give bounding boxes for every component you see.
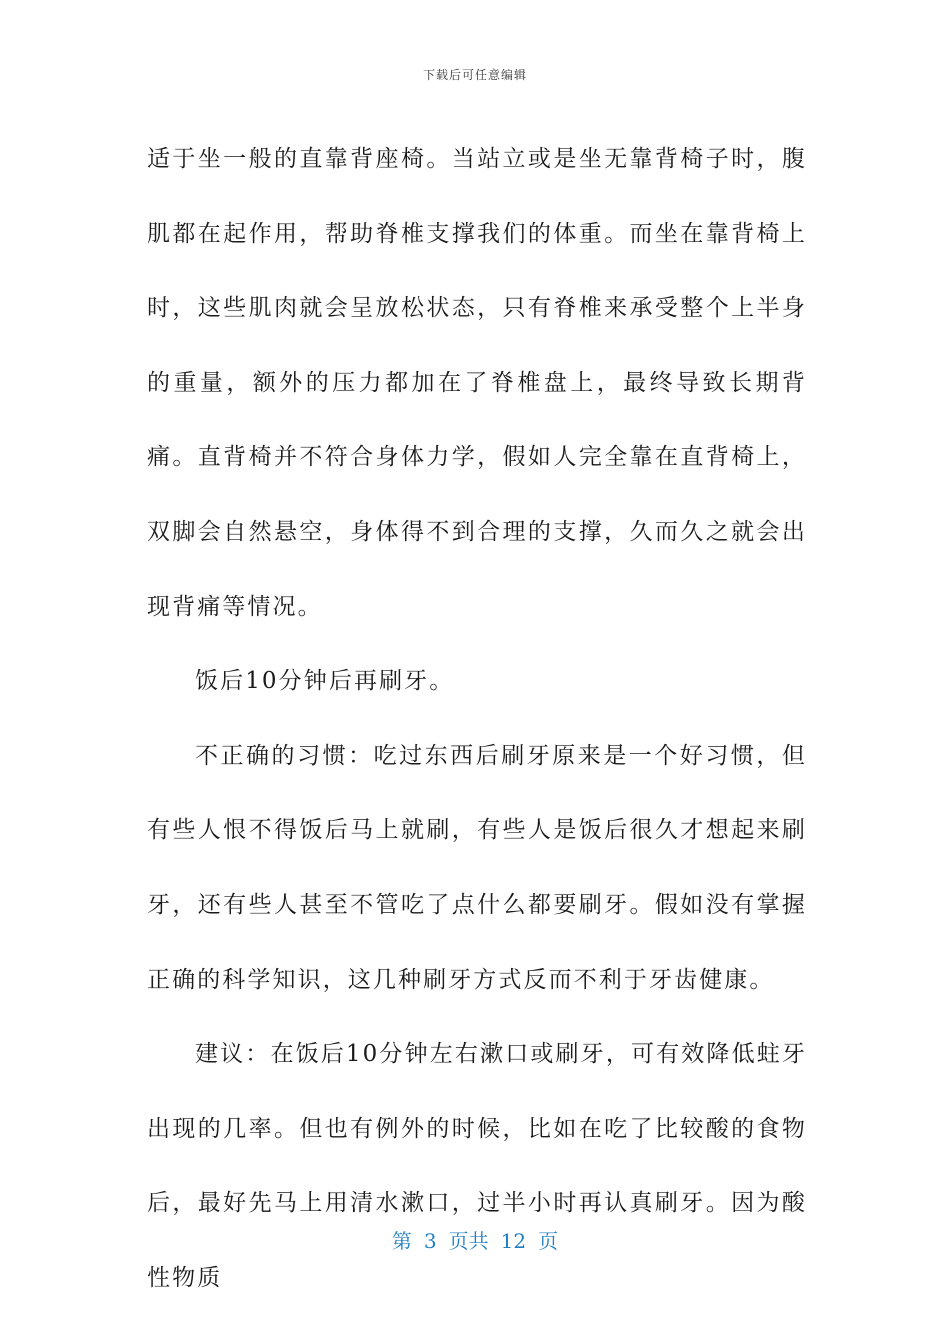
paragraph-incorrect-habit: 不正确的习惯：吃过东西后刷牙原来是一个好习惯，但有些人恨不得饭后马上就刷，有些人是饭后很久才想起来刷牙，还有些人甚至不管吃了点什么都要刷牙。假如没有掌握正确的科学知识，这几种刷牙方式反而不利于牙齿健康。 xyxy=(147,742,807,993)
footer-prefix: 第 xyxy=(391,1229,412,1253)
total-pages-number: 12 xyxy=(500,1229,527,1253)
footer-suffix: 页 xyxy=(538,1229,559,1253)
footer-middle: 页共 xyxy=(448,1229,489,1253)
header-note: 下载后可任意编辑 xyxy=(422,68,527,82)
current-page-number: 3 xyxy=(423,1229,437,1253)
paragraph-suggestion: 建议：在饭后10分钟左右漱口或刷牙，可有效降低蛀牙出现的几率。但也有例外的时候，比如在吃了比较酸的食物后，最好先马上用清水漱口，过半小时再认真刷牙。因为酸性物质 xyxy=(147,1041,807,1291)
document-body xyxy=(147,122,807,1316)
paragraph-brushing-heading: 饭后10分钟后再刷牙。 xyxy=(195,668,455,695)
paragraph-chair-posture: 适于坐一般的直靠背座椅。当站立或是坐无靠背椅子时，腹肌都在起作用，帮助脊椎支撑我们的体重。而坐在靠背椅上时，这些肌肉就会呈放松状态，只有脊椎来承受整个上半身的重量，额外的压力都加在了脊椎盘上，最终导致长期背痛。直背椅并不符合身体力学，假如人完全靠在直背椅上，双脚会自然悬空，身体得不到合理的支撑，久而久之就会出现背痛等情况。 xyxy=(147,146,807,620)
page-footer xyxy=(0,1225,950,1254)
